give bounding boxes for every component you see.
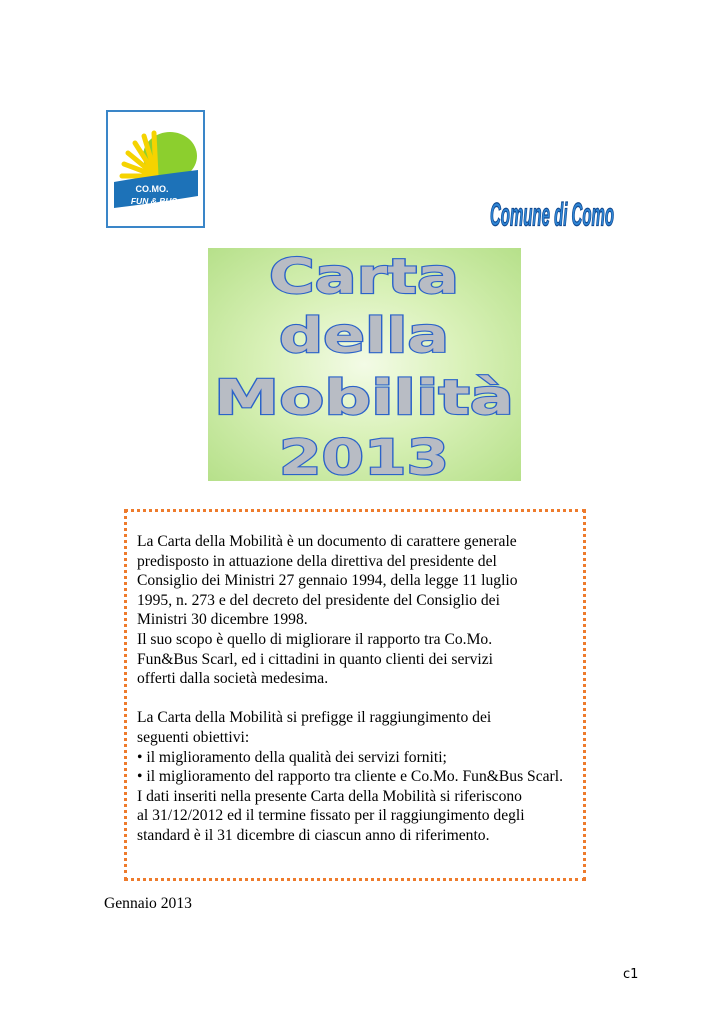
poster-line-3: Mobilità [214,370,514,426]
poster-line-1: Carta [269,249,459,305]
text-line: offerti dalla società medesima. [137,670,329,688]
logo-text-line1: CO.MO. [135,184,169,194]
text-line: al 31/12/2012 ed il termine fissato per il raggiungimento degli [137,807,525,825]
poster-title-graphic [208,248,521,486]
text-line: standard è il 31 dicembre di ciascun anno di riferimento. [137,826,490,844]
intro-paragraph-3 [137,708,571,747]
text-line: seguenti obiettivi: [137,728,250,746]
intro-paragraph-4 [137,787,571,846]
company-logo [106,110,205,228]
comune-text: Comune di Como [490,196,614,233]
text-line: predisposto in attuazione della direttiva del presidente del [137,552,497,570]
sun-leaf-logo-graphic [108,112,203,226]
title-poster [208,248,521,486]
comune-di-como-label [488,188,616,233]
text-line: Consiglio dei Ministri 27 gennaio 1994, della legge 11 luglio [137,572,518,590]
intro-paragraph-2 [137,630,571,689]
text-line: 1995, n. 273 e del decreto del presidente del Consiglio dei [137,591,500,609]
text-line: Il suo scopo è quello di migliorare il rapporto tra Co.Mo. [137,630,493,648]
text-line: I dati inseriti nella presente Carta della Mobilità si riferiscono [137,787,522,805]
page-number: c1 [623,967,639,982]
intro-text-box [124,509,586,881]
text-line: La Carta della Mobilità è un documento di carattere generale [137,533,517,550]
intro-paragraph-1 [137,532,571,630]
poster-line-2: della [279,308,449,364]
objective-bullet-1: • il miglioramento della qualità dei servizi forniti; [137,748,447,766]
text-line: Ministri 30 dicembre 1998. [137,611,308,629]
poster-line-4: 2013 [279,430,449,486]
logo-text-line2: FUN & BUS [130,196,178,206]
objective-bullet-2: • il miglioramento del rapporto tra cliente e Co.Mo. Fun&Bus Scarl. [137,768,563,786]
document-date: Gennaio 2013 [104,895,192,912]
text-line: La Carta della Mobilità si prefigge il raggiungimento dei [137,709,492,727]
text-line: Fun&Bus Scarl, ed i cittadini in quanto clienti dei servizi [137,650,493,668]
